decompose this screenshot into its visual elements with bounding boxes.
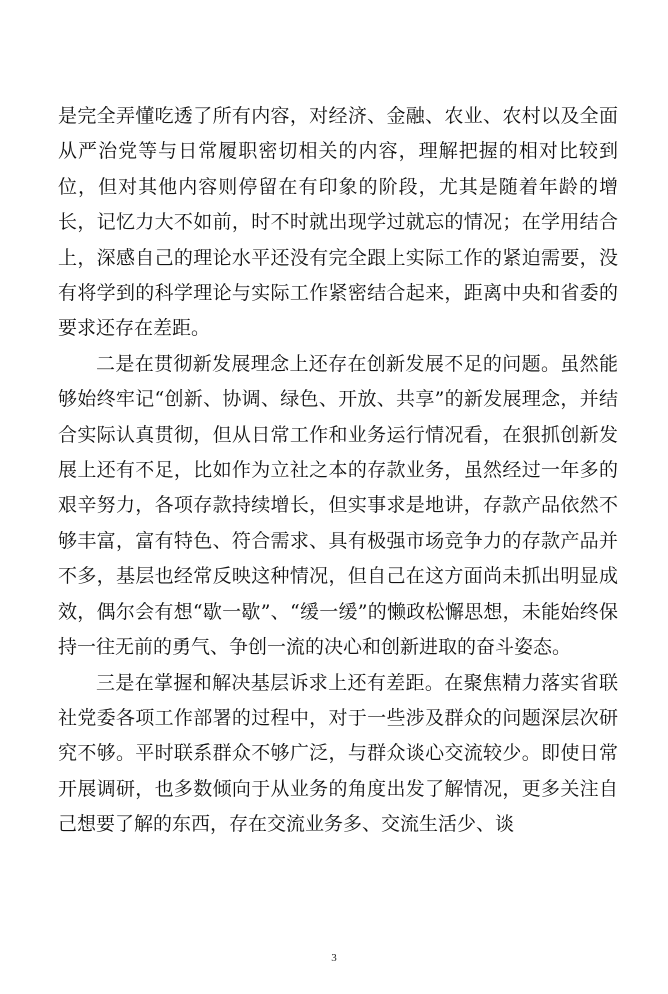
body-text bbox=[58, 99, 618, 843]
paragraph-second-point: 二是在贯彻新发展理念上还存在创新发展不足的问题。虽然能够始终牢记“创新、协调、绿色、开放、共享”的新发展理念，并结合实际认真贯彻，但从日常工作和业务运行情况看，在狠抓创新发展上还有不足，比如作为立社之本的存款业务，虽然经过一年多的艰辛努力，各项存款持续增长，但实事求是地讲，存款产品依然不够丰富，富有特色、符合需求、具有极强市场竞争力的存款产品并不多，基层也经常反映这种情况，但自己在这方面尚未抓出明显成效，偶尔会有想“歇一歇”、“缓一缓”的懒政松懈思想，未能始终保持一往无前的勇气、争创一流的决心和创新进取的奋斗姿态。 bbox=[58, 352, 618, 659]
page-number: 3 bbox=[331, 952, 337, 964]
paragraph-continued: 是完全弄懂吃透了所有内容，对经济、金融、农业、农村以及全面从严治党等与日常履职密切相关的内容，理解把握的相对比较到位，但对其他内容则停留在有印象的阶段，尤其是随着年龄的增长，记忆力大不如前，时不时就出现学过就忘的情况；在学用结合上，深感自己的理论水平还没有完全跟上实际工作的紧迫需要，没有将学到的科学理论与实际工作紧密结合起来，距离中央和省委的要求还存在差距。 bbox=[58, 105, 618, 340]
paragraph-third-point: 三是在掌握和解决基层诉求上还有差距。在聚焦精力落实省联社党委各项工作部署的过程中，对于一些涉及群众的问题深层次研究不够。平时联系群众不够广泛，与群众谈心交流较少。即使日常开展调研，也多数倾向于从业务的角度出发了解情况，更多关注自己想要了解的东西，存在交流业务多、交流生活少、谈 bbox=[58, 671, 618, 836]
